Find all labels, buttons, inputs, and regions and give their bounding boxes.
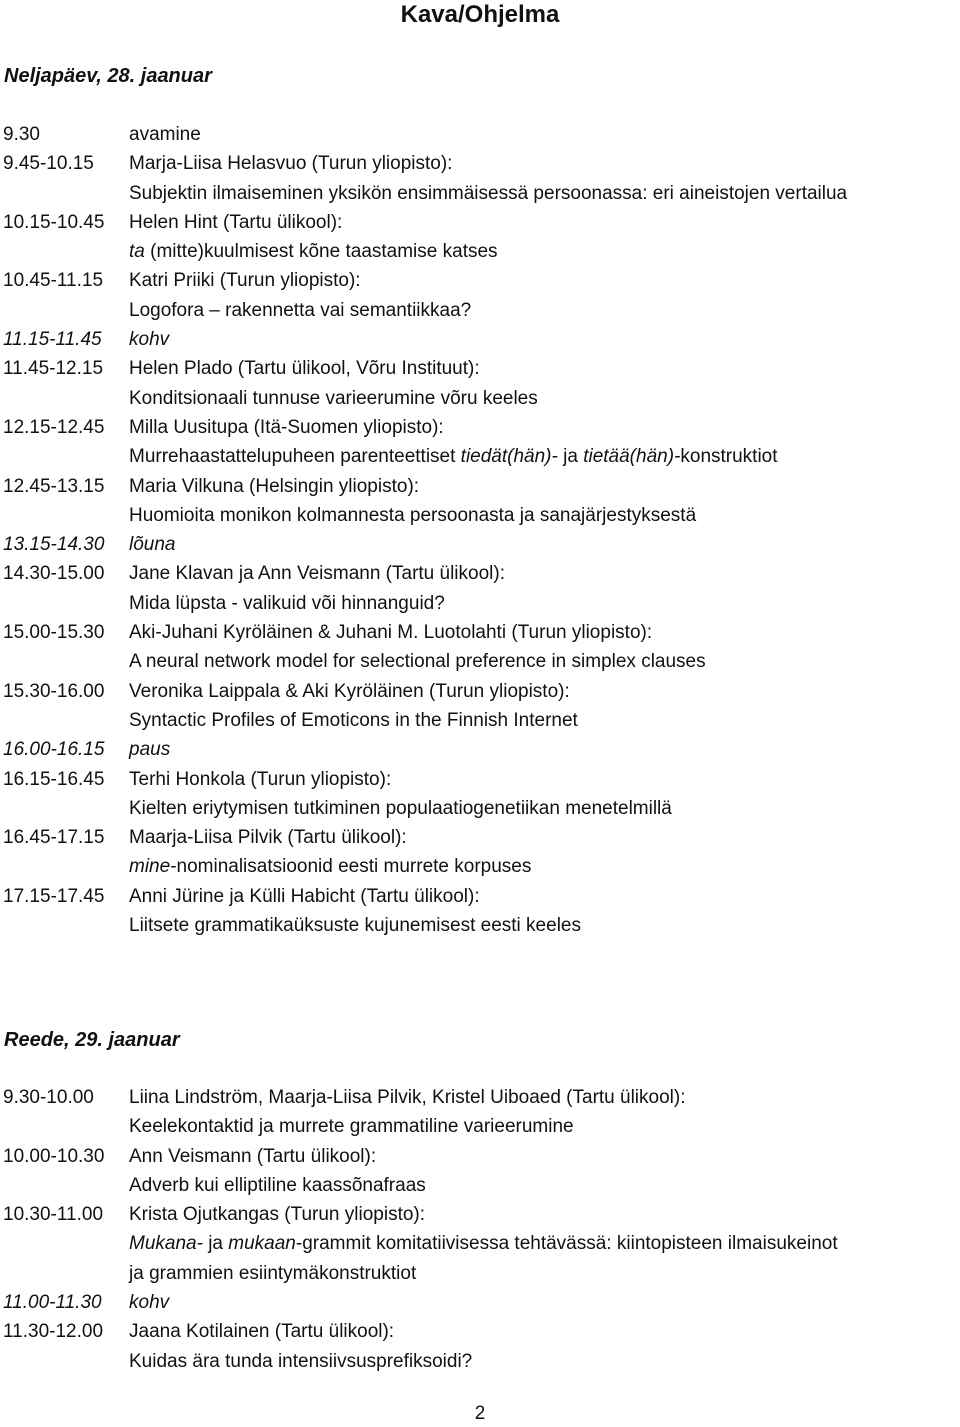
session-time: 11.45-12.15 — [3, 358, 104, 380]
text-segment: paus — [129, 739, 171, 761]
session-text — [129, 384, 538, 413]
text-segment: Anni Jürine ja Külli Habicht (Tartu ülikool): — [129, 885, 480, 907]
session-text — [129, 677, 570, 706]
session-text — [129, 442, 778, 471]
session-text — [129, 237, 498, 266]
session-text — [129, 1347, 472, 1376]
text-segment: Logofora – rakennetta vai semantiikkaa? — [129, 299, 472, 321]
text-segment: Maria Vilkuna (Helsingin yliopisto): — [129, 475, 420, 497]
session-time: 10.00-10.30 — [3, 1145, 105, 1167]
session-text — [129, 1112, 574, 1141]
text-segment: Veronika Laippala & Aki Kyröläinen (Turun yliopisto): — [129, 680, 570, 702]
session-text — [129, 559, 505, 588]
schedule-row — [3, 266, 960, 295]
break-label — [129, 735, 170, 764]
session-text — [129, 354, 480, 383]
text-segment: ja — [202, 1233, 229, 1255]
session-time: 9.30 — [3, 124, 40, 145]
text-segment: -nominalisatsioonid eesti murrete korpuses — [170, 856, 532, 878]
schedule-row — [3, 1317, 960, 1346]
schedule-row-continuation — [3, 237, 960, 266]
text-segment: Kielten eriytymisen tutkiminen populaatiogenetiikan menetelmillä — [129, 797, 672, 819]
session-text — [129, 911, 581, 940]
schedule-row — [3, 1142, 960, 1171]
text-segment: Ann Veismann (Tartu ülikool): — [129, 1145, 377, 1167]
session-time: 10.45-11.15 — [3, 270, 104, 292]
schedule-row — [3, 559, 960, 588]
schedule-thursday — [3, 120, 960, 940]
session-text — [129, 618, 652, 647]
schedule-row — [3, 413, 960, 442]
session-text — [129, 1317, 394, 1346]
text-segment: Adverb kui elliptiline kaassõnafraas — [129, 1174, 426, 1196]
break-label — [129, 1288, 169, 1317]
text-segment: kohv — [129, 1292, 170, 1314]
day-heading-thursday: Neljapäev, 28. jaanuar — [4, 65, 212, 87]
text-segment: kohv — [129, 329, 170, 351]
italic-term: ta — [129, 241, 145, 263]
schedule-row-continuation — [3, 589, 960, 618]
session-time: 16.45-17.15 — [3, 827, 105, 849]
schedule-row-continuation — [3, 501, 960, 530]
session-time: 11.15-11.45 — [3, 329, 102, 351]
schedule-row-continuation — [3, 1229, 960, 1258]
schedule-row-continuation — [3, 911, 960, 940]
text-segment: -grammit komitatiivisessa tehtävässä: kiintopisteen ilmaisukeinot — [295, 1233, 838, 1255]
session-text — [129, 266, 361, 295]
text-segment: Mida lüpsta - valikuid või hinnanguid? — [129, 592, 445, 614]
session-time: 10.30-11.00 — [3, 1204, 104, 1226]
break-label — [129, 325, 169, 354]
text-segment: Aki-Juhani Kyröläinen & Juhani M. Luotolahti (Turun yliopisto): — [129, 622, 653, 644]
schedule-row — [3, 1083, 960, 1112]
session-text — [129, 472, 419, 501]
session-time: 13.15-14.30 — [3, 534, 105, 556]
session-time: 15.30-16.00 — [3, 680, 105, 702]
session-text — [129, 882, 480, 911]
session-text — [129, 765, 391, 794]
day-heading-friday: Reede, 29. jaanuar — [4, 1029, 180, 1051]
text-segment: Jane Klavan ja Ann Veismann (Tartu ülikool): — [129, 563, 505, 585]
session-text — [129, 501, 696, 530]
session-text — [129, 1259, 416, 1288]
schedule-row — [3, 149, 960, 178]
schedule-row — [3, 354, 960, 383]
session-text — [129, 1142, 376, 1171]
text-segment: Helen Hint (Tartu ülikool): — [129, 211, 343, 233]
text-segment: ja — [557, 446, 584, 468]
text-segment: Huomioita monikon kolmannesta persoonasta ja sanajärjestyksestä — [129, 504, 697, 526]
session-text — [129, 706, 578, 735]
session-time: 9.30-10.00 — [3, 1087, 94, 1108]
schedule-row-continuation — [3, 852, 960, 881]
text-segment: Krista Ojutkangas (Turun yliopisto): — [129, 1204, 426, 1226]
session-time: 10.15-10.45 — [3, 211, 105, 233]
schedule-row — [3, 882, 960, 911]
italic-term: mine — [129, 856, 171, 878]
text-segment: Terhi Honkola (Turun yliopisto): — [129, 768, 392, 790]
schedule-row-continuation — [3, 1171, 960, 1200]
session-text — [129, 1083, 686, 1112]
schedule-row-continuation — [3, 179, 960, 208]
schedule-row-continuation — [3, 706, 960, 735]
schedule-row — [3, 618, 960, 647]
schedule-row — [3, 120, 960, 149]
session-text — [129, 413, 444, 442]
session-time: 15.00-15.30 — [3, 622, 105, 644]
text-segment: Helen Plado (Tartu ülikool, Võru Instituut): — [129, 358, 480, 380]
session-text — [129, 1200, 425, 1229]
schedule-row — [3, 1288, 960, 1317]
schedule-row — [3, 735, 960, 764]
schedule-friday — [3, 1083, 960, 1376]
schedule-row-continuation — [3, 384, 960, 413]
text-segment: Konditsionaali tunnuse varieerumine võru keeles — [129, 387, 538, 409]
text-segment: Milla Uusitupa (Itä-Suomen yliopisto): — [129, 416, 444, 438]
schedule-row — [3, 765, 960, 794]
session-time: 11.30-12.00 — [3, 1321, 104, 1343]
schedule-row-continuation — [3, 1347, 960, 1376]
text-segment: Syntactic Profiles of Emoticons in the Finnish Internet — [129, 709, 578, 731]
session-text — [129, 296, 471, 325]
page-number: 2 — [474, 1403, 486, 1424]
session-time: 16.00-16.15 — [3, 739, 105, 761]
schedule-row-continuation — [3, 442, 960, 471]
italic-term: Mukana- — [129, 1233, 203, 1255]
session-time: 12.45-13.15 — [3, 475, 105, 497]
text-segment: Liitsete grammatikaüksuste kujunemisest eesti keeles — [129, 915, 581, 937]
italic-term: tietää(hän)- — [583, 446, 681, 468]
schedule-row — [3, 823, 960, 852]
schedule-row-continuation — [3, 1112, 960, 1141]
text-segment: Subjektin ilmaiseminen yksikön ensimmäisessä persoonassa: eri aineistojen vertailua — [129, 182, 848, 204]
text-segment: A neural network model for selectional preference in simplex clauses — [129, 651, 706, 673]
session-text — [129, 208, 342, 237]
schedule-row — [3, 677, 960, 706]
schedule-row — [3, 325, 960, 354]
text-segment: Katri Priiki (Turun yliopisto): — [129, 270, 361, 292]
page-title: Kava/Ohjelma — [400, 1, 560, 28]
text-segment: konstruktiot — [680, 446, 778, 468]
text-segment: (mitte)kuulmisest kõne taastamise katses — [144, 241, 498, 263]
session-text — [129, 120, 201, 149]
session-text — [129, 823, 407, 852]
text-segment: lõuna — [129, 534, 176, 556]
schedule-row — [3, 208, 960, 237]
text-segment: ja grammien esiintymäkonstruktiot — [129, 1262, 417, 1284]
break-label — [129, 530, 176, 559]
schedule-row-continuation — [3, 1259, 960, 1288]
session-text — [129, 1229, 838, 1258]
text-segment: Murrehaastattelupuheen parenteettiset — [129, 446, 461, 468]
schedule-row — [3, 1200, 960, 1229]
text-segment: Marja-Liisa Helasvuo (Turun yliopisto): — [129, 153, 453, 175]
italic-term: mukaan — [228, 1233, 296, 1255]
text-segment: Keelekontaktid ja murrete grammatiline varieerumine — [129, 1116, 574, 1138]
text-segment: avamine — [129, 124, 201, 145]
session-text — [129, 794, 672, 823]
session-time: 16.15-16.45 — [3, 768, 105, 790]
schedule-row-continuation — [3, 794, 960, 823]
text-segment: Maarja-Liisa Pilvik (Tartu ülikool): — [129, 827, 407, 849]
session-time: 9.45-10.15 — [3, 153, 94, 175]
session-time: 17.15-17.45 — [3, 885, 105, 907]
session-text — [129, 647, 706, 676]
session-text — [129, 179, 847, 208]
text-segment: Kuidas ära tunda intensiivsusprefiksoidi? — [129, 1350, 473, 1372]
session-text — [129, 589, 445, 618]
schedule-row — [3, 530, 960, 559]
text-segment: Jaana Kotilainen (Tartu ülikool): — [129, 1321, 395, 1343]
schedule-row-continuation — [3, 296, 960, 325]
session-text — [129, 852, 531, 881]
session-text — [129, 1171, 426, 1200]
session-time: 14.30-15.00 — [3, 563, 105, 585]
italic-term: tiedät(hän)- — [460, 446, 558, 468]
schedule-row-continuation — [3, 647, 960, 676]
text-segment: Liina Lindström, Maarja-Liisa Pilvik, Kristel Uiboaed (Tartu ülikool): — [129, 1087, 686, 1108]
session-text — [129, 149, 452, 178]
session-time: 11.00-11.30 — [3, 1292, 102, 1314]
session-time: 12.15-12.45 — [3, 416, 105, 438]
schedule-row — [3, 472, 960, 501]
